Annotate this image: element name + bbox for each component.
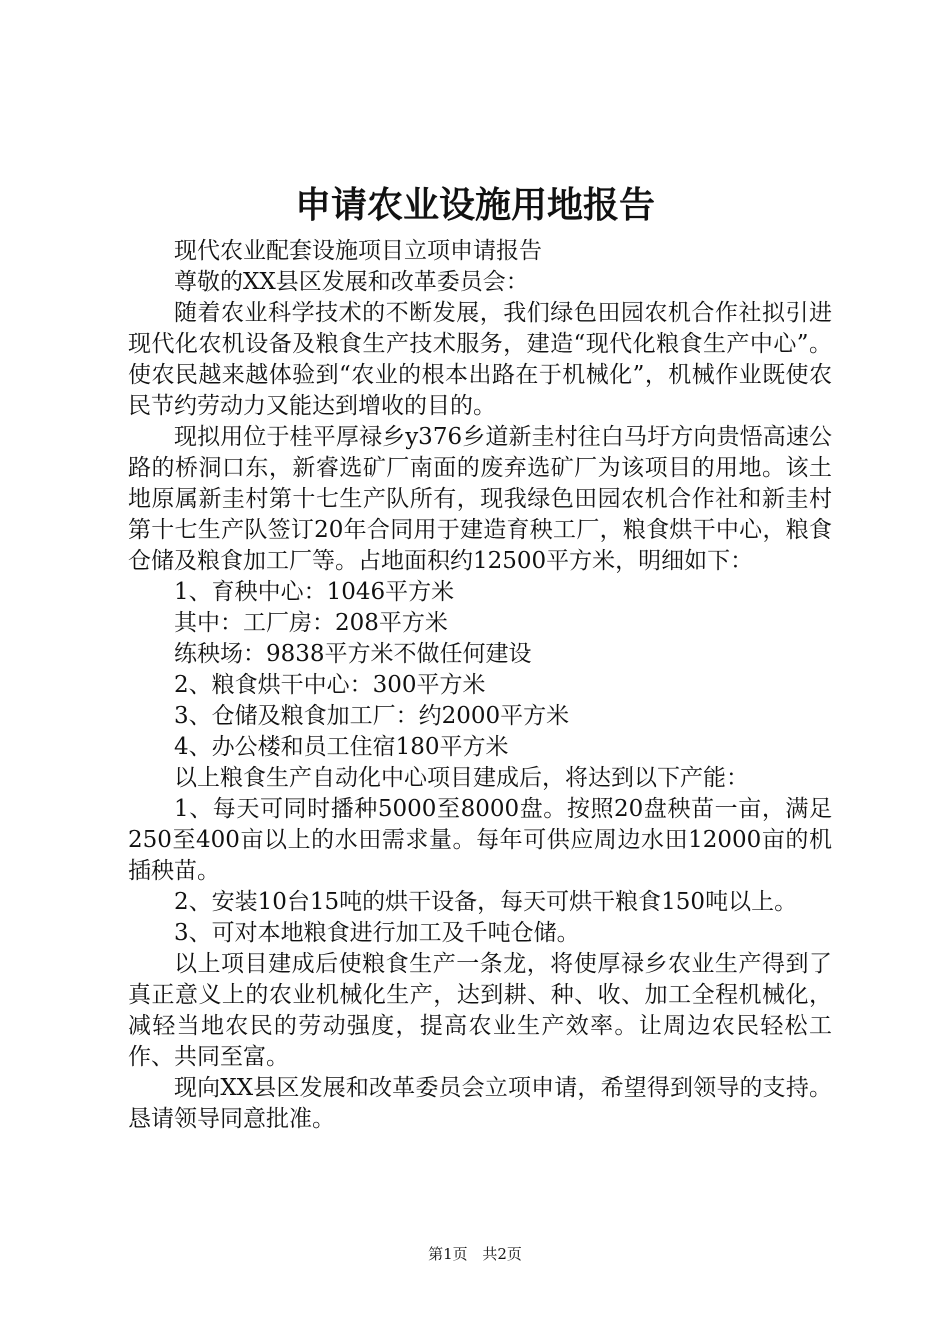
- paragraph-land-use: 现拟用位于桂平厚禄乡y376乡道新圭村往白马圩方向贵悟高速公路的桥洞口东，新睿选矿厂南面的废弃选矿厂为该项目的用地。该土地原属新圭村第十七生产队所有，现我绿色田园农机合作社和新圭村第十七生产队签订20年合同用于建造育秧工厂，粮食烘干中心，粮食仓储及粮食加工厂等。占地面积约12500平方米，明细如下：: [128, 424, 832, 574]
- paragraph-background: 随着农业科学技术的不断发展，我们绿色田园农机合作社拟引进现代化农机设备及粮食生产技术服务，建造“现代化粮食生产中心”。使农民越来越体验到“农业的根本出路在于机械化”，机械作业既使农民节约劳动力又能达到增收的目的。: [128, 300, 832, 419]
- list-item-factory-building: 其中：工厂房：208平方米: [174, 610, 448, 636]
- page-footer: [0, 1242, 950, 1266]
- paragraph-salutation: 尊敬的XX县区发展和改革委员会：: [174, 269, 529, 295]
- paragraph-capacity-intro: 以上粮食生产自动化中心项目建成后，将达到以下产能：: [174, 765, 749, 791]
- paragraph-benefits: 以上项目建成后使粮食生产一条龙，将使厚禄乡农业生产得到了真正意义上的农业机械化生产，达到耕、种、收、加工全程机械化，减轻当地农民的劳动强度，提高农业生产效率。让周边农民轻松工作、共同至富。: [128, 951, 832, 1070]
- capacity-item-processing: 3、可对本地粮食进行加工及千吨仓储。: [174, 920, 580, 946]
- list-item-storage-processing: 3、仓储及粮食加工厂：约2000平方米: [174, 703, 570, 729]
- list-item-drying-center: 2、粮食烘干中心：300平方米: [174, 672, 486, 698]
- document-title: 申请农业设施用地报告: [294, 185, 655, 226]
- capacity-item-drying: 2、安装10台15吨的烘干设备，每天可烘干粮食150吨以上。: [174, 889, 798, 915]
- list-item-seedling-center: 1、育秧中心：1046平方米: [174, 579, 455, 605]
- document-body: [128, 236, 832, 1135]
- page-number-current: 第1页: [428, 1245, 468, 1263]
- capacity-item-seeding: 1、每天可同时播种5000至8000盘。按照20盘秧苗一亩，满足250至400亩以上的水田需求量。每年可供应周边水田12000亩的机插秧苗。: [128, 796, 832, 884]
- list-item-office-dormitory: 4、办公楼和员工住宿180平方米: [174, 734, 509, 760]
- list-item-training-field: 练秧场：9838平方米不做任何建设: [174, 641, 532, 667]
- page-number-total: 共2页: [482, 1245, 522, 1263]
- paragraph-subtitle: 现代农业配套设施项目立项申请报告: [174, 238, 542, 264]
- paragraph-request: 现向XX县区发展和改革委员会立项申请，希望得到领导的支持。恳请领导同意批准。: [128, 1075, 832, 1132]
